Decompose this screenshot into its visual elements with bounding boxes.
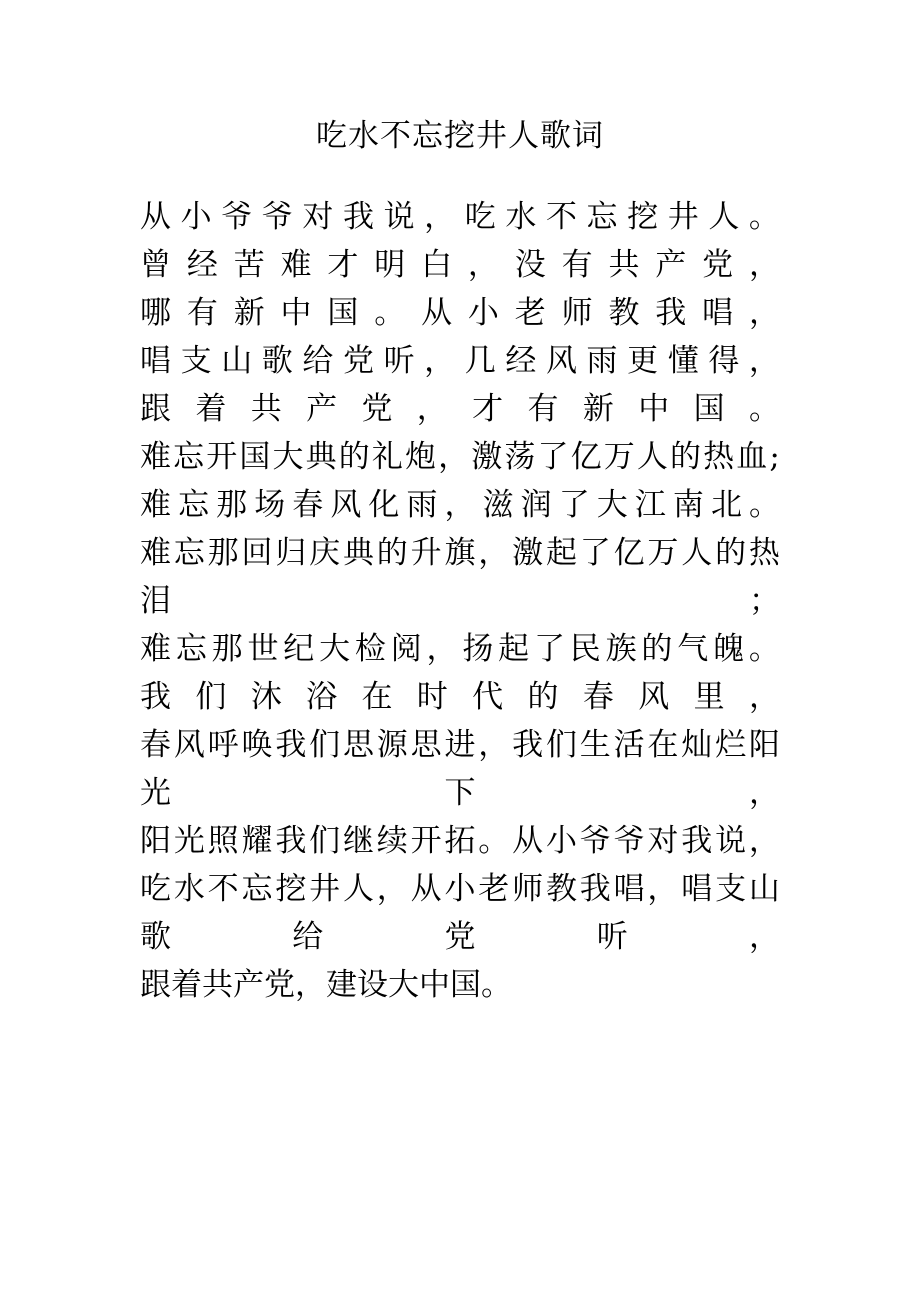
lyrics-line: 从 小 爷 爷 对 我 说 ， 吃 水 不 忘 挖 井 人 。 xyxy=(140,199,780,235)
lyrics-line: 泪 ； xyxy=(140,583,780,619)
document-title: 吃水不忘挖井人歌词 xyxy=(316,118,604,154)
lyrics-line: 曾 经 苦 难 才 明 白 ， 没 有 共 产 党 ， xyxy=(140,247,780,283)
lyrics-line: 唱 支 山 歌 给 党 听 ， 几 经 风 雨 更 懂 得 ， xyxy=(140,343,780,379)
lyrics-line: 哪 有 新 中 国 。 从 小 老 师 教 我 唱 ， xyxy=(140,295,780,331)
lyrics-line: 难 忘 那 回 归 庆 典 的 升 旗 ， 激 起 了 亿 万 人 的 热 xyxy=(140,535,780,571)
lyrics-body xyxy=(140,193,780,1009)
lyrics-line: 难 忘 开 国 大 典 的 礼 炮 ， 激 荡 了 亿 万 人 的 热 血 ; xyxy=(140,439,780,475)
lyrics-line: 吃 水 不 忘 挖 井 人 ， 从 小 老 师 教 我 唱 ， 唱 支 山 xyxy=(140,871,780,907)
lyrics-line: 阳 光 照 耀 我 们 继 续 开 拓 。 从 小 爷 爷 对 我 说 ， xyxy=(140,823,780,859)
lyrics-line: 歌 给 党 听 ， xyxy=(140,919,780,955)
lyrics-line: 光 下 ， xyxy=(140,775,780,811)
lyrics-line: 我 们 沐 浴 在 时 代 的 春 风 里 ， xyxy=(140,679,780,715)
lyrics-line: 跟着共产党，建设大中国。 xyxy=(140,967,512,1003)
lyrics-line: 难 忘 那 世 纪 大 检 阅 ， 扬 起 了 民 族 的 气 魄 。 xyxy=(140,631,780,667)
lyrics-line: 跟 着 共 产 党 ， 才 有 新 中 国 。 xyxy=(140,391,780,427)
lyrics-line: 春 风 呼 唤 我 们 思 源 思 进 ， 我 们 生 活 在 灿 烂 阳 xyxy=(140,727,780,763)
lyrics-line: 难 忘 那 场 春 风 化 雨 ， 滋 润 了 大 江 南 北 。 xyxy=(140,487,780,523)
